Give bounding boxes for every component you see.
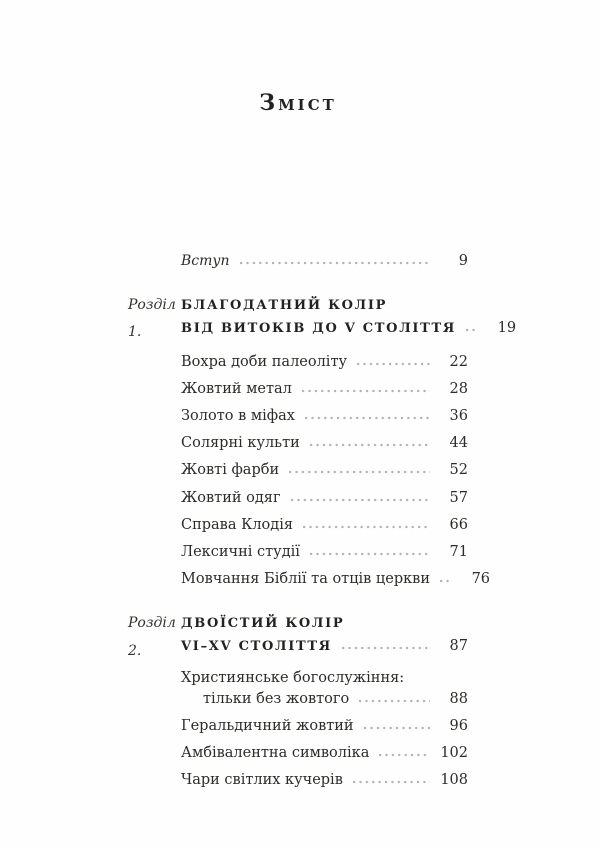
- dot-leader: [305, 416, 430, 420]
- dot-leader: [310, 552, 430, 556]
- dot-leader: [359, 699, 430, 703]
- toc-entry: [128, 349, 468, 376]
- toc-entry-title-text: Християнське богослужіння:: [181, 669, 405, 686]
- table-of-contents: [128, 248, 517, 794]
- toc-page-number: 71: [449, 544, 468, 561]
- toc-page-number: 22: [449, 353, 468, 370]
- toc-entry: [128, 485, 468, 512]
- toc-page-number: 66: [449, 516, 468, 533]
- dot-leader: [303, 525, 430, 529]
- toc-entry-body: [181, 767, 468, 794]
- toc-entry-title-line2: [181, 635, 468, 658]
- toc-entry-title-text: Вступ: [181, 253, 230, 269]
- toc-entry-title-text: Золото в міфах: [181, 408, 295, 425]
- dot-leader: [342, 646, 430, 650]
- toc-entry: [128, 457, 468, 484]
- toc-entry-body: [181, 539, 468, 566]
- toc-entry: [128, 376, 468, 403]
- toc-entry-title-text: БЛАГОДАТНИЙ КОЛІР: [181, 298, 388, 314]
- toc-page-number: 36: [449, 408, 468, 425]
- toc-entry-body: [181, 403, 468, 430]
- dot-leader: [289, 470, 430, 474]
- toc-entry-title-text: Лексичні студії: [181, 544, 300, 561]
- toc-entry-body: [181, 740, 468, 767]
- dot-leader: [240, 261, 430, 265]
- toc-entry: [128, 713, 468, 740]
- toc-entry: [128, 610, 468, 664]
- toc-entry-title-text: Жовтий метал: [181, 380, 292, 397]
- toc-page-number: 102: [440, 745, 468, 762]
- toc-entry-title-text: тільки без жовтого: [203, 690, 350, 707]
- toc-entry-title-line2: [181, 317, 517, 340]
- toc-entry-title-text: Солярні культи: [181, 435, 300, 452]
- toc-entry-title-text: Жовтий одяг: [181, 489, 281, 506]
- dot-leader: [310, 443, 430, 447]
- toc-entry: [128, 539, 468, 566]
- toc-entry-body: [181, 612, 468, 658]
- toc-entry-title-text: ДВОЇСТИЙ КОЛІР: [181, 616, 345, 632]
- toc-entry: [128, 566, 491, 593]
- toc-page-number: 87: [449, 638, 468, 655]
- toc-entry-body: [181, 457, 468, 484]
- toc-entry-title-text: Мовчання Біблії та отців церкви: [181, 571, 431, 588]
- toc-entry-title-text: ВІД ВИТОКІВ ДО V СТОЛІТТЯ: [181, 321, 457, 337]
- toc-page-number: 19: [497, 320, 517, 337]
- toc-entry-title-line1: [181, 294, 468, 317]
- toc-entry-body: [181, 668, 468, 710]
- toc-entry: [128, 767, 468, 794]
- dot-leader: [302, 389, 430, 393]
- toc-page-number: 108: [440, 772, 468, 789]
- dot-leader: [379, 753, 430, 757]
- toc-page-number: 52: [449, 462, 468, 479]
- toc-entry-body: [181, 376, 468, 403]
- toc-entry-prefix: Розділ 1.: [128, 297, 176, 341]
- toc-entry-title-text: Жовті фарби: [181, 462, 280, 479]
- toc-entry-body: [181, 566, 491, 593]
- dot-leader: [353, 780, 430, 784]
- dot-leader: [440, 579, 452, 583]
- toc-entry-body: [181, 485, 468, 512]
- toc-entry: [128, 430, 468, 457]
- toc-page-number: 28: [449, 380, 468, 397]
- toc-entry: [128, 668, 468, 710]
- toc-entry-body: [181, 294, 517, 340]
- dot-leader: [466, 328, 478, 332]
- toc-entry-title-line1: [181, 612, 468, 635]
- toc-entry: [128, 248, 468, 275]
- toc-entry: [128, 512, 468, 539]
- dot-leader: [291, 498, 430, 502]
- toc-entry-body: [181, 248, 468, 275]
- toc-entry-title-text: Геральдичний жовтий: [181, 717, 354, 734]
- toc-page-number: 96: [449, 717, 468, 734]
- dot-leader: [364, 726, 430, 730]
- toc-entry-title-text: VI–XV СТОЛІТТЯ: [181, 639, 332, 655]
- toc-page-number: 9: [458, 253, 468, 269]
- toc-entry-title-line2: [181, 689, 468, 710]
- toc-entry: [128, 292, 517, 346]
- toc-entry-title-text: Амбівалентна символіка: [181, 745, 370, 762]
- toc-page-number: 57: [449, 489, 468, 506]
- toc-page-number: 88: [449, 690, 468, 707]
- toc-entry-body: [181, 430, 468, 457]
- toc-page-number: 76: [471, 571, 491, 588]
- toc-entry-title-text: Справа Клодія: [181, 516, 293, 533]
- toc-entry: [128, 403, 468, 430]
- toc-entry-title-text: Вохра доби палеоліту: [181, 353, 347, 370]
- page-title: Зміст: [259, 90, 337, 116]
- toc-entry-body: [181, 713, 468, 740]
- toc-entry-title-line1: [181, 668, 468, 689]
- toc-page-number: 44: [449, 435, 468, 452]
- toc-entry-body: [181, 349, 468, 376]
- dot-leader: [357, 362, 430, 366]
- toc-entry: [128, 740, 468, 767]
- toc-entry-body: [181, 512, 468, 539]
- toc-entry-title-text: Чари світлих кучерів: [181, 772, 343, 789]
- toc-entry-prefix: Розділ 2.: [128, 615, 176, 659]
